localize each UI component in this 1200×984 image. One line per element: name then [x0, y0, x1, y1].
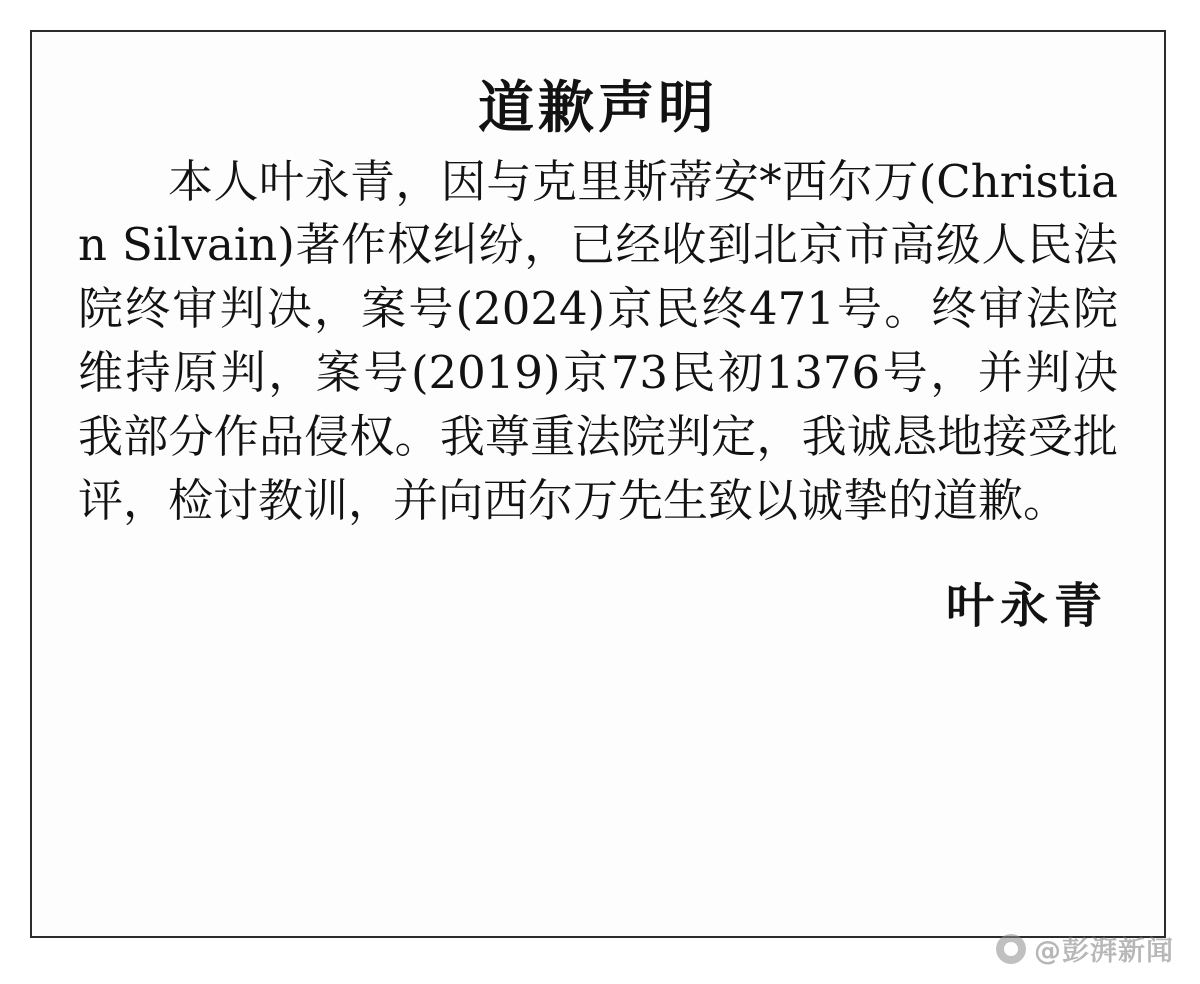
watermark-label: @彭湃新闻	[1034, 936, 1174, 967]
notice-body-text: 本人叶永青，因与克里斯蒂安*西尔万(Christian Silvain)著作权纠纷，已经收到北京市高级人民法院终审判决，案号(2024)京民终471号。终审法院维持原判，案号(2019)京73民初1376号，并判决我部分作品侵权。我尊重法院判定，我诚恳地接受批评，检讨教训，并向西尔万先生致以诚挚的道歉。	[78, 154, 1118, 528]
notice-content	[78, 60, 1118, 916]
watermark	[996, 929, 1174, 968]
signature-name: 叶永青	[945, 577, 1108, 634]
page-title: 道歉声明	[478, 76, 718, 141]
apology-notice-frame	[30, 30, 1166, 938]
weibo-eye-icon	[996, 934, 1026, 964]
